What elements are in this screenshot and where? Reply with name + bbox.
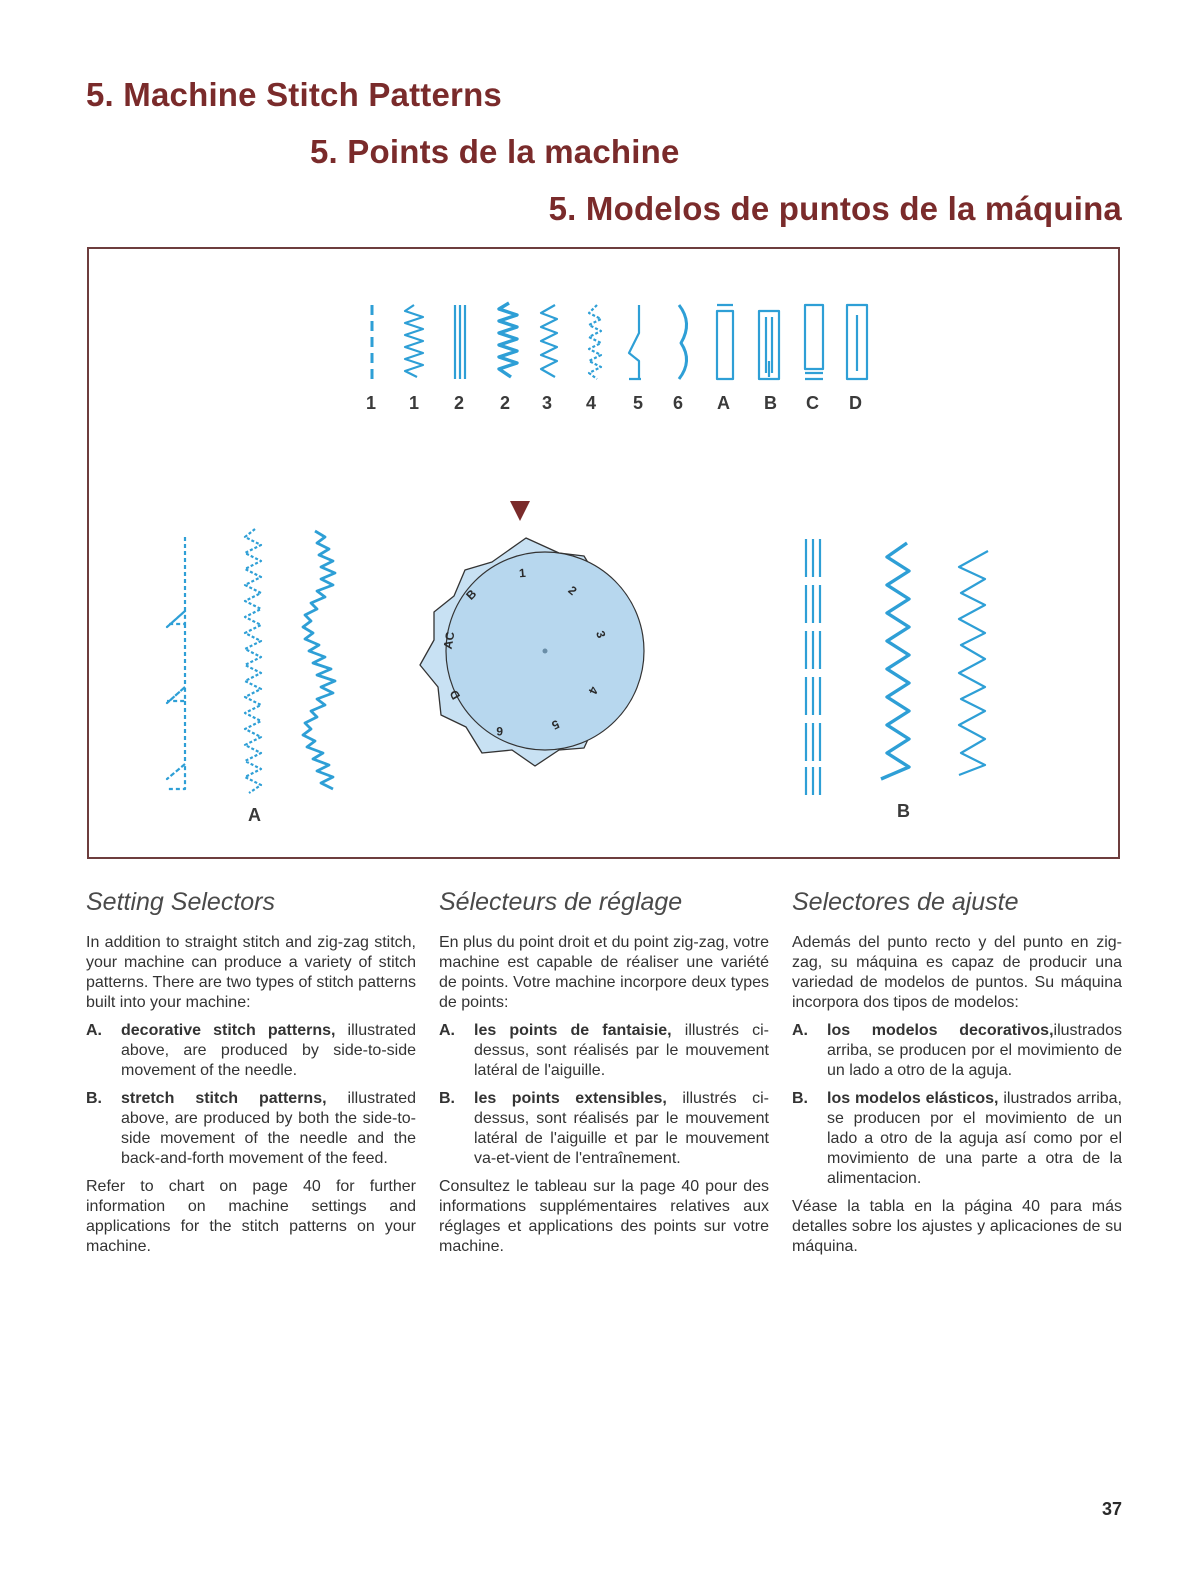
list-letter: A. (792, 1022, 808, 1039)
intro-paragraph: In addition to straight stitch and zig-zag stitch, your machine can produce a variety of stitch patterns. There are two types of stitch patterns built into your machine: (86, 934, 416, 1011)
stitch-sample-buttonhole-b (759, 311, 779, 379)
stitch-sample-buttonhole-c (805, 305, 823, 379)
dial-label: 2 (565, 583, 580, 599)
stitch-label: 2 (454, 393, 465, 413)
stretch-sample-triple-zigzag (881, 543, 909, 779)
dial-label: 3 (593, 628, 609, 640)
list-item-a (86, 1021, 416, 1081)
list-letter: B. (792, 1090, 808, 1107)
decorative-sample-multi-zigzag (245, 529, 261, 793)
stitch-sample-zigzag (405, 305, 423, 377)
dial-pointer-icon (510, 501, 530, 521)
stitch-label: 5 (633, 393, 644, 413)
outro-paragraph: Consultez le tableau sur la page 40 pour des informations supplémentaires relatives aux réglages et applications des points sur votre machine. (439, 1178, 769, 1255)
stretch-sample-triple-straight (806, 539, 820, 795)
list-letter: A. (439, 1022, 455, 1039)
stitch-sample-buttonhole-a (717, 305, 733, 379)
stitch-label: 6 (673, 393, 684, 413)
decorative-sample-blindstitch (167, 537, 185, 789)
list-text: illustrated above, are produced by both the side-to-side movement of the needle and the back-and-forth movement of the feed. (121, 1090, 416, 1167)
stitch-label: A (717, 393, 730, 413)
list-text: ilustrados arriba, se producen por el movimiento de un lado a otro de la aguja. (827, 1022, 1122, 1079)
stitch-sample-scallop (679, 305, 687, 379)
list-term: los modelos decorativos, (827, 1022, 1054, 1039)
stitch-sample-triple-straight (455, 305, 465, 379)
list-term: les points de fantaisie, (474, 1022, 672, 1039)
list-item-b (86, 1089, 416, 1169)
intro-paragraph: Además del punto recto y del punto en zig-zag, su máquina es capaz de producir una variedad de modelos de puntos. Su máquina incorpora dos tipos de modelos: (792, 934, 1122, 1011)
stitch-label: 3 (542, 393, 553, 413)
stitch-row-labels (366, 393, 862, 413)
dial-label: 1 (518, 565, 527, 581)
list-item-b (792, 1089, 1122, 1189)
column-title: Sélecteurs de réglage (439, 888, 683, 916)
heading-english: 5. Machine Stitch Patterns (86, 76, 502, 113)
list-term: decorative stitch patterns, (121, 1022, 336, 1039)
outro-paragraph: Refer to chart on page 40 for further information on machine settings and applications for the stitch patterns on your machine. (86, 1178, 416, 1255)
list-term: stretch stitch patterns, (121, 1090, 327, 1107)
stitch-label: B (764, 393, 777, 413)
intro-paragraph: En plus du point droit et du point zig-zag, votre machine est capable de réaliser une variété de points. Votre machine incorpore deux types de points: (439, 934, 769, 1011)
pattern-selector-dial (420, 538, 644, 766)
stitch-sample-triple-zigzag (499, 303, 517, 377)
list-text: illustrés ci-dessus, sont réalisés par le mouvement latéral de l'aiguille et par le mouvement va-et-vient de l'entraînement. (474, 1090, 769, 1167)
stitch-figure-svg (89, 249, 1122, 861)
dial-label: D (446, 687, 464, 702)
list-letter: A. (86, 1022, 102, 1039)
decorative-sample-scallop (303, 531, 335, 789)
stitch-label: 1 (409, 393, 420, 413)
stitch-label: 2 (500, 393, 511, 413)
stretch-sample-rickrack (959, 551, 988, 775)
stitch-label: 1 (366, 393, 377, 413)
dial-label: 6 (496, 724, 503, 738)
column-title: Setting Selectors (86, 888, 275, 916)
decorative-stitch-group (167, 529, 335, 793)
list-text: illustrés ci-dessus, sont réalisés par le mouvement latéral de l'aiguille. (474, 1022, 769, 1079)
stitch-sample-buttonhole-d (847, 305, 867, 379)
group-a-label: A (248, 805, 261, 825)
stitch-sample-rickrack (541, 305, 557, 377)
stitch-sample-multi-zigzag (589, 305, 601, 379)
stitch-sample-blindstitch (629, 305, 641, 379)
column-english (86, 888, 416, 1265)
list-text: illustrated above, are produced by side-to-side movement of the needle. (121, 1022, 417, 1079)
heading-spanish: 5. Modelos de puntos de la máquina (548, 190, 1122, 227)
stretch-stitch-group (806, 539, 988, 795)
stitch-label: C (806, 393, 819, 413)
page-number: 37 (1101, 1499, 1122, 1519)
dial-center (543, 649, 548, 654)
list-item-a (439, 1021, 769, 1081)
dial-label: 4 (585, 684, 602, 697)
stitch-label: 4 (586, 393, 597, 413)
list-text: ilustrados arriba, se producen por el movimiento de un lado a otro de la aguja así como por el movimiento de una parte a otra de la alimentacion. (827, 1090, 1122, 1187)
stitch-pattern-figure (87, 247, 1120, 859)
dial-label: 5 (549, 716, 562, 733)
stitch-label: D (849, 393, 862, 413)
outro-paragraph: Véase la tabla en la página 40 para más detalles sobre los ajustes y aplicaciones de su máquina. (792, 1198, 1122, 1255)
group-b-label: B (897, 801, 910, 821)
list-item-a (792, 1021, 1122, 1081)
list-letter: B. (439, 1090, 455, 1107)
list-term: les points extensibles, (474, 1090, 667, 1107)
list-item-b (439, 1089, 769, 1169)
column-title: Selectores de ajuste (792, 888, 1019, 916)
column-french (439, 888, 769, 1265)
dial-label: AC (440, 630, 458, 651)
list-term: los modelos elásticos, (827, 1090, 999, 1107)
heading-french: 5. Points de la machine (310, 133, 680, 170)
list-letter: B. (86, 1090, 102, 1107)
dial-label: B (463, 586, 480, 603)
column-spanish (792, 888, 1122, 1265)
